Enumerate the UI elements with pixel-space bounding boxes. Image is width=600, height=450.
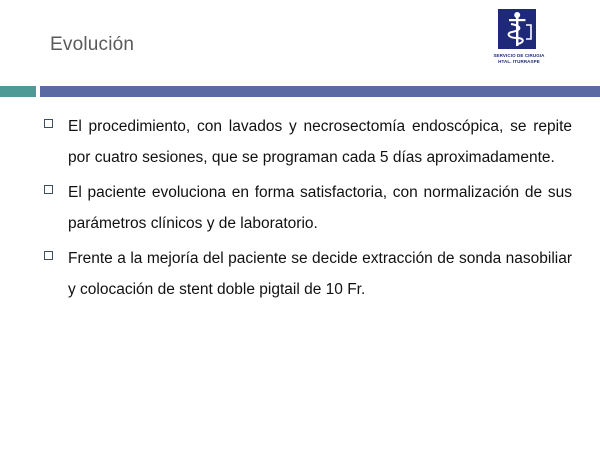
hospital-logo [486, 9, 552, 75]
logo-text-line2: HTAL. ITURRASPE [498, 59, 540, 64]
bullet-text: El procedimiento, con lavados y necrosectomía endoscópica, se repite por cuatro sesiones, que se programan cada 5 días aproximadamente. [68, 118, 572, 166]
hollow-square-bullet-icon [44, 251, 53, 260]
bullet-item [44, 177, 572, 239]
medical-staff-logo-icon [498, 9, 536, 49]
logo-text-line1: SERVICIO DE CIRUGIA [493, 53, 545, 58]
hollow-square-bullet-icon [44, 185, 53, 194]
bullet-text: El paciente evoluciona en forma satisfactoria, con normalización de sus parámetros clínicos y de laboratorio. [68, 184, 572, 232]
header-band-right [40, 86, 600, 97]
bullet-list [44, 111, 572, 309]
bullet-item [44, 111, 572, 173]
slide-title: Evolución [50, 34, 135, 55]
bullet-text: Frente a la mejoría del paciente se decide extracción de sonda nasobiliar y colocación de stent doble pigtail de 10 Fr. [68, 250, 572, 298]
bullet-item [44, 243, 572, 305]
header-band-left [0, 86, 36, 97]
hollow-square-bullet-icon [44, 119, 53, 128]
